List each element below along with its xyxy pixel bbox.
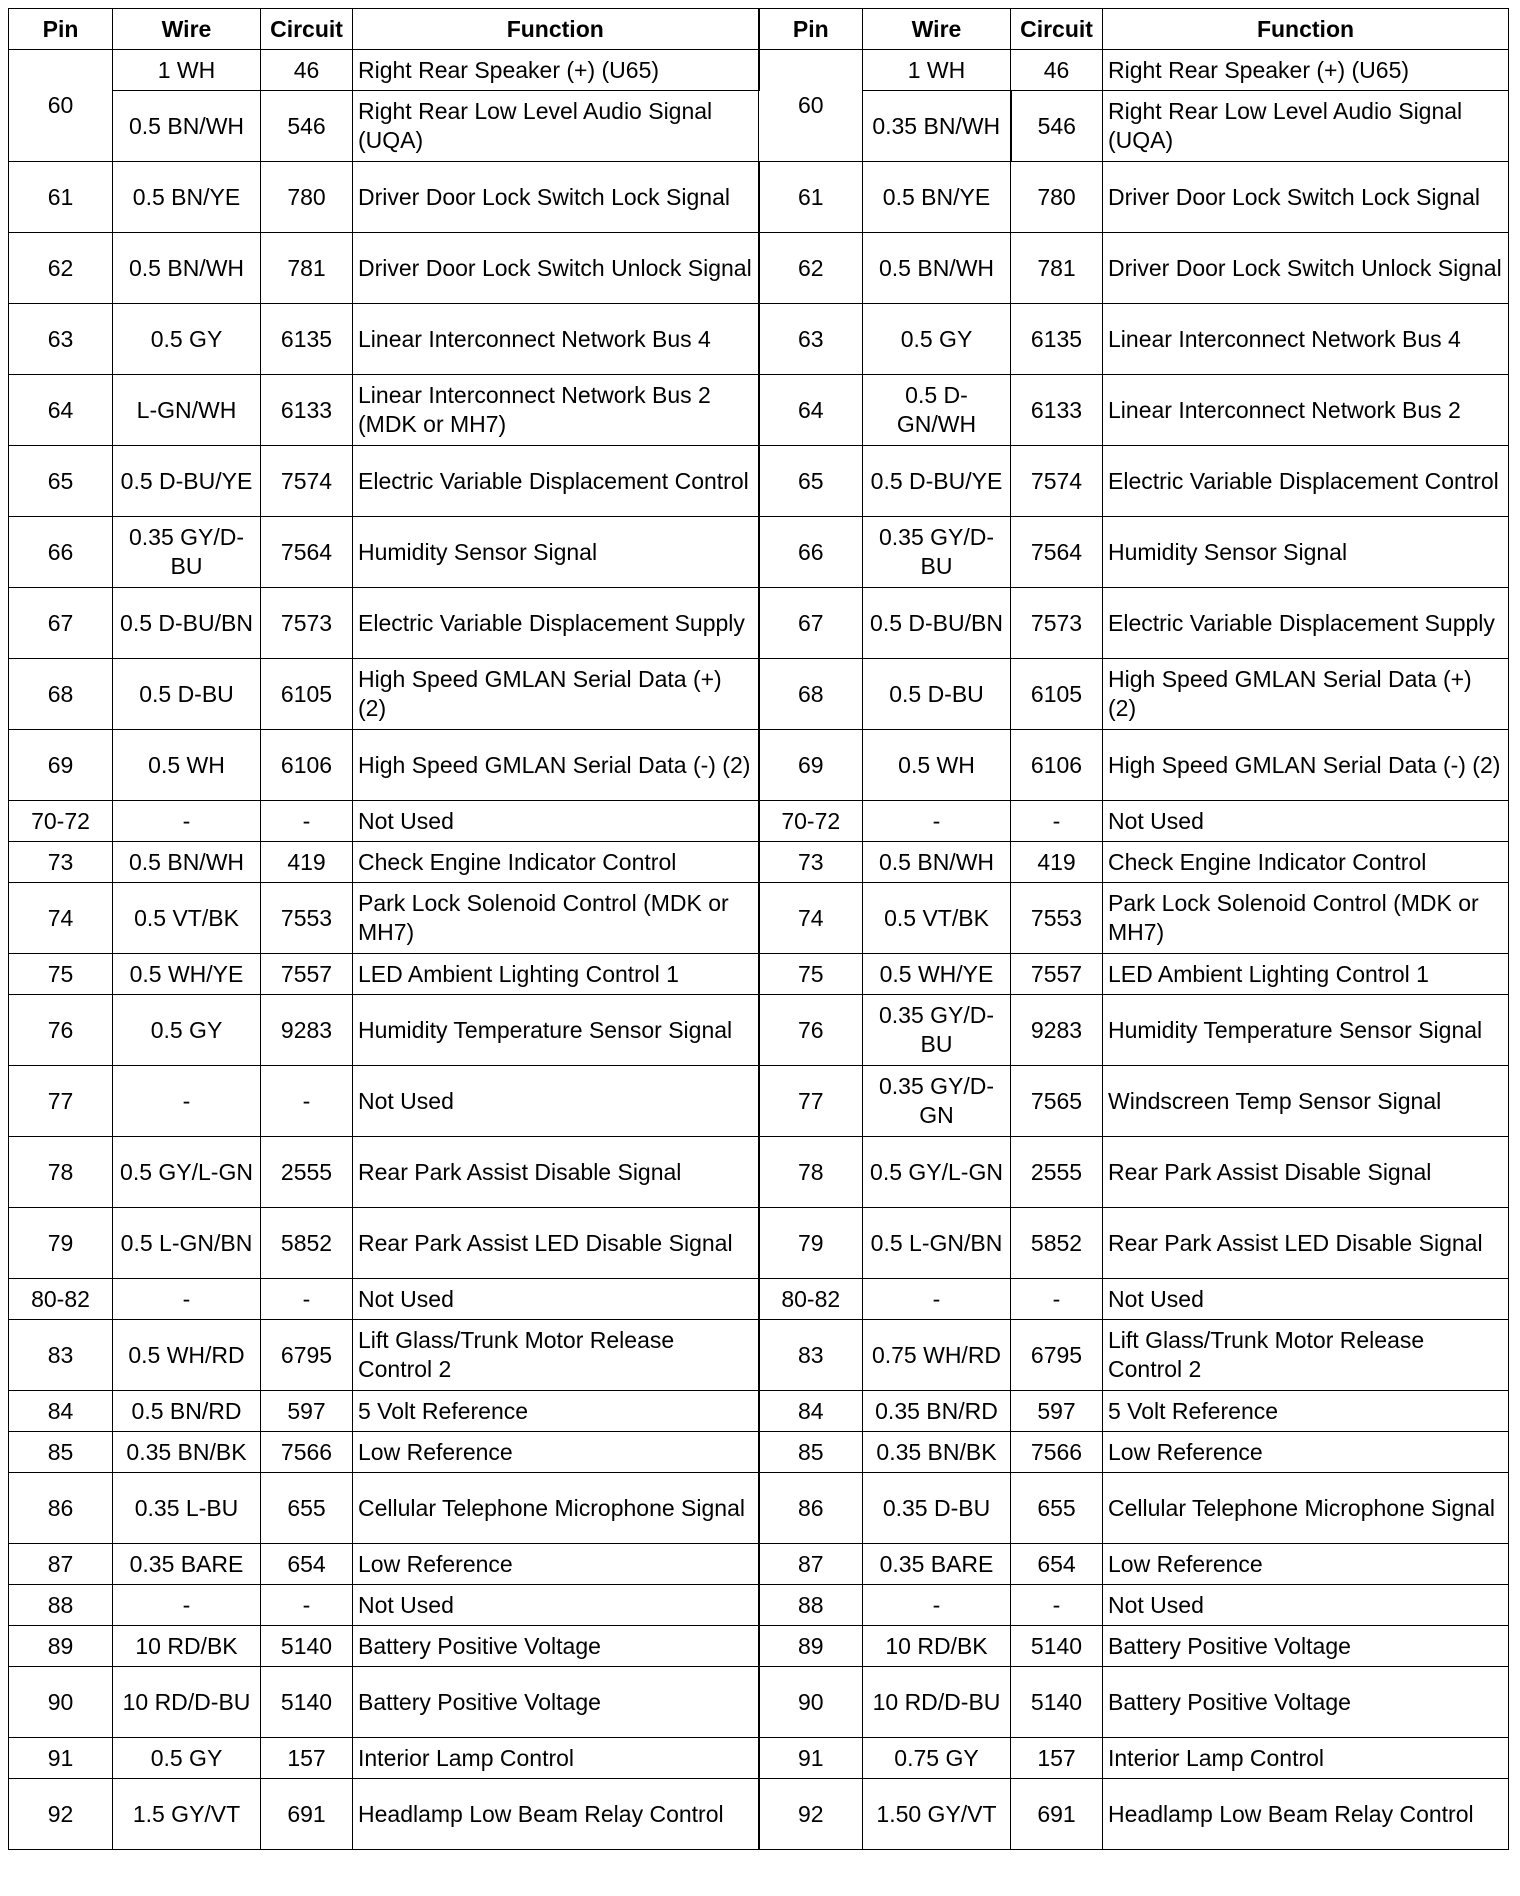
right-circuit-cell: 6106 (1011, 730, 1103, 801)
left-circuit-cell: 157 (261, 1738, 353, 1779)
right-circuit-cell: 5140 (1011, 1626, 1103, 1667)
left-pin-cell: 79 (9, 1208, 113, 1279)
left-circuit-cell: - (261, 1066, 353, 1137)
left-pin-cell: 83 (9, 1320, 113, 1391)
right-wire-cell: 0.35 GY/D-BU (863, 995, 1011, 1066)
right-function-cell: High Speed GMLAN Serial Data (-) (2) (1103, 730, 1509, 801)
table-row (9, 1626, 1509, 1667)
left-function-cell: Right Rear Speaker (+) (U65) (353, 50, 759, 91)
right-function-cell: LED Ambient Lighting Control 1 (1103, 954, 1509, 995)
right-wire-cell: 0.35 BN/BK (863, 1432, 1011, 1473)
table-row (9, 233, 1509, 304)
left-wire-cell: 0.35 L-BU (113, 1473, 261, 1544)
left-function-cell: Not Used (353, 801, 759, 842)
right-pin-cell: 91 (759, 1738, 863, 1779)
right-function-cell: Battery Positive Voltage (1103, 1667, 1509, 1738)
left-wire-cell: 0.5 L-GN/BN (113, 1208, 261, 1279)
left-function-cell: 5 Volt Reference (353, 1391, 759, 1432)
left-circuit-cell: 655 (261, 1473, 353, 1544)
right-pin-cell: 73 (759, 842, 863, 883)
right-pin-cell: 61 (759, 162, 863, 233)
left-wire-cell: 0.5 BN/RD (113, 1391, 261, 1432)
left-circuit-cell: 5140 (261, 1626, 353, 1667)
left-circuit-cell: 7557 (261, 954, 353, 995)
right-wire-cell: 0.5 BN/WH (863, 233, 1011, 304)
left-function-cell: Low Reference (353, 1544, 759, 1585)
left-pin-cell: 78 (9, 1137, 113, 1208)
right-function-cell: Rear Park Assist LED Disable Signal (1103, 1208, 1509, 1279)
left-wire-cell: 0.5 BN/WH (113, 233, 261, 304)
right-circuit-cell: 655 (1011, 1473, 1103, 1544)
right-wire-cell: 1.50 GY/VT (863, 1779, 1011, 1850)
right-circuit-cell: 7574 (1011, 446, 1103, 517)
left-function-cell: Not Used (353, 1279, 759, 1320)
left-pin-cell: 62 (9, 233, 113, 304)
pinout-rows (9, 50, 1509, 1850)
left-circuit-cell: - (261, 1279, 353, 1320)
left-wire-cell: 0.35 GY/D-BU (113, 517, 261, 588)
left-pin-cell: 77 (9, 1066, 113, 1137)
left-function-cell: Electric Variable Displacement Supply (353, 588, 759, 659)
left-wire-cell: 0.35 BARE (113, 1544, 261, 1585)
right-function-cell: Headlamp Low Beam Relay Control (1103, 1779, 1509, 1850)
right-wire-cell: 0.35 BN/RD (863, 1391, 1011, 1432)
right-wire-cell: 0.75 WH/RD (863, 1320, 1011, 1391)
table-row (9, 162, 1509, 233)
right-pin-cell: 60 (759, 50, 863, 162)
right-wire-cell: 10 RD/BK (863, 1626, 1011, 1667)
right-function-cell: Rear Park Assist Disable Signal (1103, 1137, 1509, 1208)
left-wire-cell: 0.5 GY (113, 1738, 261, 1779)
right-circuit-cell: 6105 (1011, 659, 1103, 730)
table-row (9, 659, 1509, 730)
left-function-cell: Interior Lamp Control (353, 1738, 759, 1779)
left-wire-cell: - (113, 1279, 261, 1320)
left-pin-cell: 70-72 (9, 801, 113, 842)
right-wire-cell: 0.35 D-BU (863, 1473, 1011, 1544)
left-pin-cell: 88 (9, 1585, 113, 1626)
left-circuit-cell: 654 (261, 1544, 353, 1585)
left-wire-cell: - (113, 1585, 261, 1626)
right-function-cell: Driver Door Lock Switch Unlock Signal (1103, 233, 1509, 304)
left-circuit-cell: 7553 (261, 883, 353, 954)
right-circuit-cell: - (1011, 1279, 1103, 1320)
right-wire-cell: 0.5 VT/BK (863, 883, 1011, 954)
right-function-cell: Battery Positive Voltage (1103, 1626, 1509, 1667)
left-function-cell: Check Engine Indicator Control (353, 842, 759, 883)
left-pin-cell: 69 (9, 730, 113, 801)
left-circuit-cell: 7574 (261, 446, 353, 517)
right-pin-cell: 77 (759, 1066, 863, 1137)
right-circuit-cell: 597 (1011, 1391, 1103, 1432)
left-pin-cell: 80-82 (9, 1279, 113, 1320)
right-pin-cell: 75 (759, 954, 863, 995)
table-row (9, 1391, 1509, 1432)
left-wire-cell: 0.5 D-BU/BN (113, 588, 261, 659)
table-row (9, 1208, 1509, 1279)
right-pin-cell: 69 (759, 730, 863, 801)
left-wire-cell: 10 RD/D-BU (113, 1667, 261, 1738)
left-circuit-cell: 6135 (261, 304, 353, 375)
right-pin-cell: 85 (759, 1432, 863, 1473)
right-function-cell: Electric Variable Displacement Control (1103, 446, 1509, 517)
left-function-cell: Rear Park Assist Disable Signal (353, 1137, 759, 1208)
left-wire-cell: - (113, 1066, 261, 1137)
left-wire-cell: - (113, 801, 261, 842)
right-pin-cell: 63 (759, 304, 863, 375)
right-circuit-cell: - (1011, 1585, 1103, 1626)
table-row (9, 801, 1509, 842)
table-row (9, 883, 1509, 954)
left-wire-cell: 1 WH (113, 50, 261, 91)
right-function-cell: Not Used (1103, 801, 1509, 842)
left-function-cell: High Speed GMLAN Serial Data (+) (2) (353, 659, 759, 730)
left-pin-cell: 66 (9, 517, 113, 588)
right-circuit-cell: 7565 (1011, 1066, 1103, 1137)
right-function-cell: Park Lock Solenoid Control (MDK or MH7) (1103, 883, 1509, 954)
left-circuit-cell: 7564 (261, 517, 353, 588)
right-circuit-cell: 691 (1011, 1779, 1103, 1850)
right-wire-cell: 0.5 D-BU/BN (863, 588, 1011, 659)
right-circuit-cell: 6133 (1011, 375, 1103, 446)
right-circuit-cell: 7553 (1011, 883, 1103, 954)
left-pin-cell: 84 (9, 1391, 113, 1432)
left-circuit-cell: 7566 (261, 1432, 353, 1473)
header-function: Function (353, 9, 759, 50)
table-row (9, 588, 1509, 659)
table-row (9, 1066, 1509, 1137)
left-circuit-cell: 780 (261, 162, 353, 233)
left-circuit-cell: 46 (261, 50, 353, 91)
left-function-cell: Not Used (353, 1585, 759, 1626)
left-pin-cell: 67 (9, 588, 113, 659)
table-row (9, 304, 1509, 375)
right-function-cell: High Speed GMLAN Serial Data (+) (2) (1103, 659, 1509, 730)
right-function-cell: Not Used (1103, 1585, 1509, 1626)
right-wire-cell: 0.5 GY/L-GN (863, 1137, 1011, 1208)
right-pin-cell: 76 (759, 995, 863, 1066)
right-circuit-cell: 6795 (1011, 1320, 1103, 1391)
right-function-cell: Right Rear Low Level Audio Signal (UQA) (1103, 91, 1509, 162)
left-circuit-cell: 6133 (261, 375, 353, 446)
right-wire-cell: - (863, 1585, 1011, 1626)
left-wire-cell: 0.5 BN/WH (113, 91, 261, 162)
left-function-cell: Humidity Sensor Signal (353, 517, 759, 588)
right-wire-cell: 0.75 GY (863, 1738, 1011, 1779)
left-function-cell: Low Reference (353, 1432, 759, 1473)
left-circuit-cell: 5852 (261, 1208, 353, 1279)
left-wire-cell: 0.5 GY/L-GN (113, 1137, 261, 1208)
left-wire-cell: 0.5 WH/YE (113, 954, 261, 995)
left-pin-cell: 60 (9, 50, 113, 162)
left-wire-cell: 0.5 WH/RD (113, 1320, 261, 1391)
table-row (9, 375, 1509, 446)
right-wire-cell: 0.5 WH (863, 730, 1011, 801)
left-circuit-cell: 691 (261, 1779, 353, 1850)
right-pin-cell: 67 (759, 588, 863, 659)
right-pin-cell: 92 (759, 1779, 863, 1850)
left-circuit-cell: - (261, 801, 353, 842)
left-wire-cell: L-GN/WH (113, 375, 261, 446)
right-circuit-cell: 7564 (1011, 517, 1103, 588)
right-function-cell: Interior Lamp Control (1103, 1738, 1509, 1779)
right-circuit-cell: 7573 (1011, 588, 1103, 659)
right-pin-cell: 65 (759, 446, 863, 517)
right-function-cell: 5 Volt Reference (1103, 1391, 1509, 1432)
right-wire-cell: 0.35 BN/WH (863, 91, 1011, 162)
table-row (9, 50, 1509, 91)
left-wire-cell: 0.5 WH (113, 730, 261, 801)
table-row (9, 1137, 1509, 1208)
table-row (9, 1544, 1509, 1585)
right-function-cell: Low Reference (1103, 1544, 1509, 1585)
left-wire-cell: 1.5 GY/VT (113, 1779, 261, 1850)
left-wire-cell: 0.5 D-BU (113, 659, 261, 730)
table-row (9, 954, 1509, 995)
table-row (9, 995, 1509, 1066)
left-circuit-cell: 2555 (261, 1137, 353, 1208)
left-function-cell: Park Lock Solenoid Control (MDK or MH7) (353, 883, 759, 954)
left-circuit-cell: 419 (261, 842, 353, 883)
right-pin-cell: 83 (759, 1320, 863, 1391)
left-pin-cell: 86 (9, 1473, 113, 1544)
right-pin-cell: 64 (759, 375, 863, 446)
right-wire-cell: 0.5 GY (863, 304, 1011, 375)
right-circuit-cell: 5852 (1011, 1208, 1103, 1279)
right-circuit-cell: 46 (1011, 50, 1103, 91)
left-pin-cell: 91 (9, 1738, 113, 1779)
right-function-cell: Driver Door Lock Switch Lock Signal (1103, 162, 1509, 233)
connector-pinout-table (8, 8, 1509, 1850)
left-circuit-cell: 546 (261, 91, 353, 162)
right-function-cell: Cellular Telephone Microphone Signal (1103, 1473, 1509, 1544)
header-wire: Wire (113, 9, 261, 50)
right-function-cell: Lift Glass/Trunk Motor Release Control 2 (1103, 1320, 1509, 1391)
left-function-cell: Cellular Telephone Microphone Signal (353, 1473, 759, 1544)
left-pin-cell: 61 (9, 162, 113, 233)
table-row (9, 1667, 1509, 1738)
left-wire-cell: 0.5 GY (113, 304, 261, 375)
left-function-cell: Linear Interconnect Network Bus 2 (MDK or MH7) (353, 375, 759, 446)
right-function-cell: Linear Interconnect Network Bus 2 (1103, 375, 1509, 446)
right-pin-cell: 66 (759, 517, 863, 588)
left-pin-cell: 89 (9, 1626, 113, 1667)
right-function-cell: Windscreen Temp Sensor Signal (1103, 1066, 1509, 1137)
table-row (9, 1432, 1509, 1473)
table-row (9, 1320, 1509, 1391)
left-circuit-cell: 9283 (261, 995, 353, 1066)
table-row (9, 842, 1509, 883)
left-wire-cell: 0.5 BN/YE (113, 162, 261, 233)
left-pin-cell: 76 (9, 995, 113, 1066)
right-pin-cell: 70-72 (759, 801, 863, 842)
left-wire-cell: 0.35 BN/BK (113, 1432, 261, 1473)
right-function-cell: Humidity Temperature Sensor Signal (1103, 995, 1509, 1066)
left-pin-cell: 63 (9, 304, 113, 375)
left-circuit-cell: 5140 (261, 1667, 353, 1738)
right-pin-cell: 87 (759, 1544, 863, 1585)
right-pin-cell: 78 (759, 1137, 863, 1208)
left-function-cell: Not Used (353, 1066, 759, 1137)
left-pin-cell: 74 (9, 883, 113, 954)
right-wire-cell: 0.35 BARE (863, 1544, 1011, 1585)
left-function-cell: Battery Positive Voltage (353, 1626, 759, 1667)
right-wire-cell: 0.35 GY/D-GN (863, 1066, 1011, 1137)
right-function-cell: Check Engine Indicator Control (1103, 842, 1509, 883)
right-circuit-cell: 6135 (1011, 304, 1103, 375)
right-pin-cell: 84 (759, 1391, 863, 1432)
right-wire-cell: 10 RD/D-BU (863, 1667, 1011, 1738)
left-pin-cell: 90 (9, 1667, 113, 1738)
right-circuit-cell: 780 (1011, 162, 1103, 233)
right-circuit-cell: 7557 (1011, 954, 1103, 995)
left-function-cell: Headlamp Low Beam Relay Control (353, 1779, 759, 1850)
header-wire-alt: Wire (863, 9, 1011, 50)
table-row (9, 1779, 1509, 1850)
left-function-cell: High Speed GMLAN Serial Data (-) (2) (353, 730, 759, 801)
right-wire-cell: 0.5 D-GN/WH (863, 375, 1011, 446)
left-function-cell: Rear Park Assist LED Disable Signal (353, 1208, 759, 1279)
left-function-cell: LED Ambient Lighting Control 1 (353, 954, 759, 995)
right-wire-cell: 0.5 BN/YE (863, 162, 1011, 233)
right-circuit-cell: 781 (1011, 233, 1103, 304)
left-function-cell: Driver Door Lock Switch Lock Signal (353, 162, 759, 233)
table-row (9, 517, 1509, 588)
table-row (9, 1473, 1509, 1544)
right-function-cell: Electric Variable Displacement Supply (1103, 588, 1509, 659)
right-wire-cell: 1 WH (863, 50, 1011, 91)
table-row (9, 446, 1509, 517)
left-pin-cell: 64 (9, 375, 113, 446)
right-pin-cell: 68 (759, 659, 863, 730)
pinout-document (8, 8, 1509, 1850)
left-wire-cell: 0.5 BN/WH (113, 842, 261, 883)
right-pin-cell: 80-82 (759, 1279, 863, 1320)
right-function-cell: Humidity Sensor Signal (1103, 517, 1509, 588)
header-pin-alt: Pin (759, 9, 863, 50)
header-function-alt: Function (1103, 9, 1509, 50)
right-circuit-cell: 546 (1011, 91, 1103, 162)
table-row (9, 1738, 1509, 1779)
header-pin: Pin (9, 9, 113, 50)
right-wire-cell: 0.35 GY/D-BU (863, 517, 1011, 588)
right-circuit-cell: 5140 (1011, 1667, 1103, 1738)
right-wire-cell: 0.5 WH/YE (863, 954, 1011, 995)
right-circuit-cell: 9283 (1011, 995, 1103, 1066)
left-wire-cell: 10 RD/BK (113, 1626, 261, 1667)
right-circuit-cell: 7566 (1011, 1432, 1103, 1473)
right-function-cell: Not Used (1103, 1279, 1509, 1320)
left-wire-cell: 0.5 GY (113, 995, 261, 1066)
left-function-cell: Electric Variable Displacement Control (353, 446, 759, 517)
right-circuit-cell: 419 (1011, 842, 1103, 883)
left-circuit-cell: 6795 (261, 1320, 353, 1391)
header-circuit: Circuit (261, 9, 353, 50)
left-wire-cell: 0.5 VT/BK (113, 883, 261, 954)
right-circuit-cell: 157 (1011, 1738, 1103, 1779)
left-function-cell: Lift Glass/Trunk Motor Release Control 2 (353, 1320, 759, 1391)
table-row (9, 730, 1509, 801)
right-pin-cell: 86 (759, 1473, 863, 1544)
left-function-cell: Humidity Temperature Sensor Signal (353, 995, 759, 1066)
right-pin-cell: 88 (759, 1585, 863, 1626)
right-function-cell: Right Rear Speaker (+) (U65) (1103, 50, 1509, 91)
right-pin-cell: 74 (759, 883, 863, 954)
left-circuit-cell: 6105 (261, 659, 353, 730)
left-circuit-cell: - (261, 1585, 353, 1626)
right-function-cell: Low Reference (1103, 1432, 1509, 1473)
left-circuit-cell: 6106 (261, 730, 353, 801)
right-wire-cell: 0.5 BN/WH (863, 842, 1011, 883)
right-circuit-cell: 654 (1011, 1544, 1103, 1585)
left-circuit-cell: 7573 (261, 588, 353, 659)
right-wire-cell: - (863, 801, 1011, 842)
right-pin-cell: 89 (759, 1626, 863, 1667)
left-pin-cell: 73 (9, 842, 113, 883)
table-row (9, 1585, 1509, 1626)
right-wire-cell: - (863, 1279, 1011, 1320)
left-circuit-cell: 597 (261, 1391, 353, 1432)
right-pin-cell: 79 (759, 1208, 863, 1279)
right-wire-cell: 0.5 D-BU (863, 659, 1011, 730)
left-pin-cell: 65 (9, 446, 113, 517)
left-wire-cell: 0.5 D-BU/YE (113, 446, 261, 517)
header-circuit-alt: Circuit (1011, 9, 1103, 50)
left-function-cell: Linear Interconnect Network Bus 4 (353, 304, 759, 375)
left-function-cell: Right Rear Low Level Audio Signal (UQA) (353, 91, 759, 162)
header-row (9, 9, 1509, 50)
right-wire-cell: 0.5 D-BU/YE (863, 446, 1011, 517)
table-row (9, 1279, 1509, 1320)
right-circuit-cell: 2555 (1011, 1137, 1103, 1208)
left-function-cell: Driver Door Lock Switch Unlock Signal (353, 233, 759, 304)
right-function-cell: Linear Interconnect Network Bus 4 (1103, 304, 1509, 375)
right-pin-cell: 62 (759, 233, 863, 304)
left-pin-cell: 68 (9, 659, 113, 730)
left-pin-cell: 92 (9, 1779, 113, 1850)
right-pin-cell: 90 (759, 1667, 863, 1738)
left-pin-cell: 85 (9, 1432, 113, 1473)
right-circuit-cell: - (1011, 801, 1103, 842)
right-wire-cell: 0.5 L-GN/BN (863, 1208, 1011, 1279)
left-pin-cell: 87 (9, 1544, 113, 1585)
left-pin-cell: 75 (9, 954, 113, 995)
left-circuit-cell: 781 (261, 233, 353, 304)
left-function-cell: Battery Positive Voltage (353, 1667, 759, 1738)
